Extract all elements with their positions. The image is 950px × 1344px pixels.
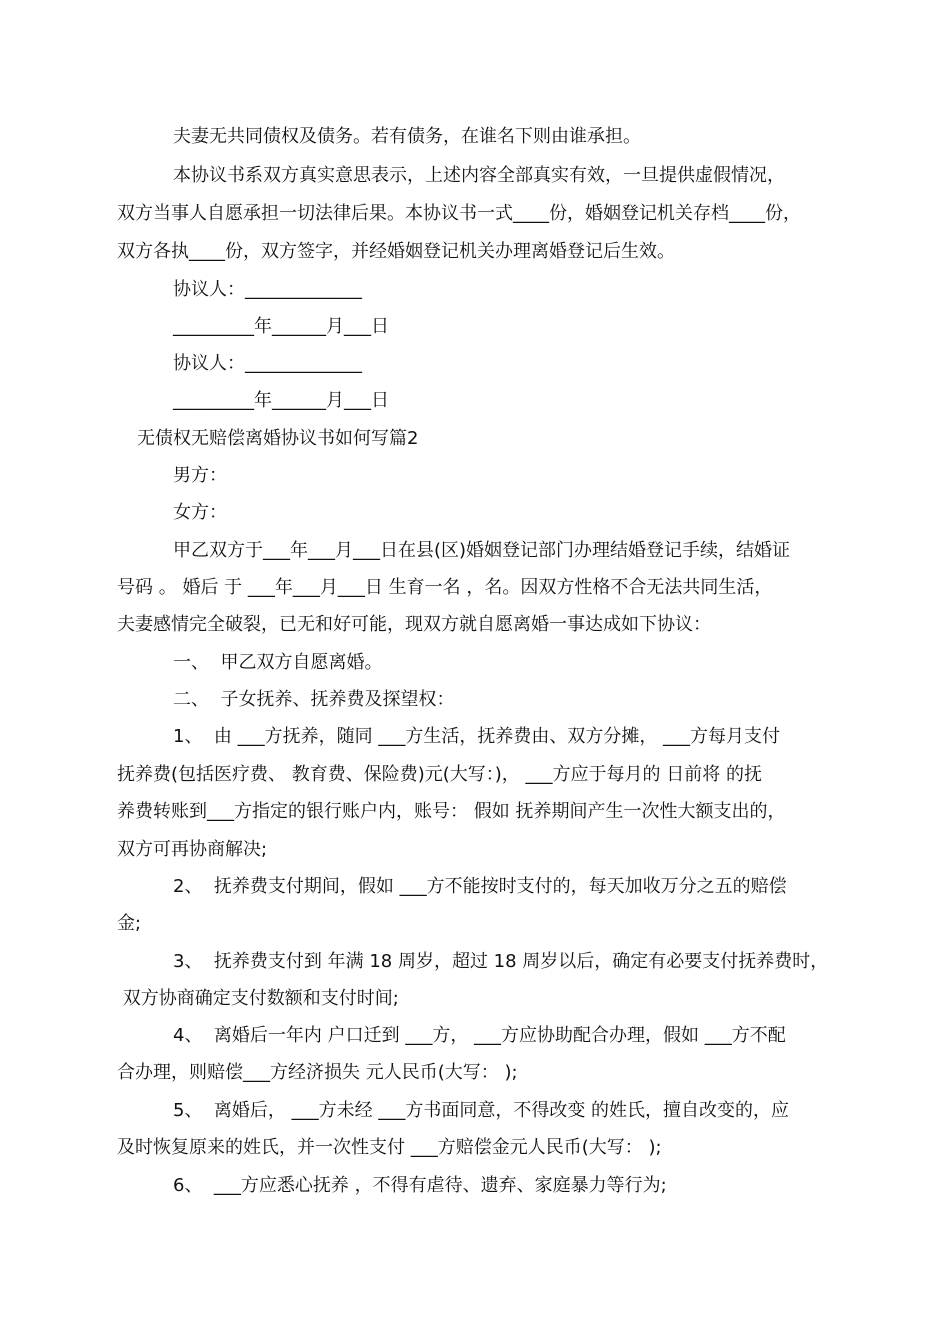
text-line: _________年______月___日 — [173, 390, 389, 411]
text-line: 二、 子女抚养、抚养费及探望权： — [173, 689, 455, 710]
text-line: 及时恢复原来的姓氏，并一次性支付 ___方赔偿金元人民币(大写： ); — [117, 1137, 662, 1158]
text-line: 夫妻无共同债权及债务。若有债务，在谁名下则由谁承担。 — [173, 126, 641, 147]
text-line: 甲乙双方于___年___月___日在县(区)婚姻登记部门办理结婚登记手续，结婚证 — [173, 540, 791, 561]
text-line: 双方各执____份，双方签字，并经婚姻登记机关办理离婚登记后生效。 — [117, 241, 675, 262]
text-line: 号码 。 婚后 于 ___年___月___日 生育一名 ，名。因双方性格不合无法共同生活， — [117, 577, 773, 598]
text-line: 3、 抚养费支付到 年满 18 周岁，超过 18 周岁以后，确定有必要支付抚养费时， — [173, 951, 829, 972]
text-line: 男方： — [173, 465, 227, 486]
text-line: 金; — [117, 913, 142, 934]
text-line: 1、 由 ___方抚养，随同 ___方生活，抚养费由、双方分摊， ___方每月支付 — [173, 726, 781, 747]
text-line: 一、 甲乙双方自愿离婚。 — [173, 652, 383, 673]
text-line: 协议人：_____________ — [173, 279, 362, 300]
text-line: 双方可再协商解决; — [117, 839, 268, 860]
text-line: 抚养费(包括医疗费、 教育费、保险费)元(大写：)， ___方应于每月的 日前将 的抚 — [117, 764, 762, 785]
text-line: 2、 抚养费支付期间，假如 ___方不能按时支付的，每天加收万分之五的赔偿 — [173, 876, 787, 897]
text-line: 4、 离婚后一年内 户口迁到 ___方， ___方应协助配合办理，假如 ___方不配 — [173, 1025, 786, 1046]
text-line: 双方协商确定支付数额和支付时间; — [117, 988, 399, 1009]
text-line: 双方当事人自愿承担一切法律后果。本协议书一式____份，婚姻登记机关存档____份， — [117, 203, 801, 224]
text-line: 合办理，则赔偿___方经济损失 元人民币(大写： ); — [117, 1062, 518, 1083]
text-line: _________年______月___日 — [173, 316, 389, 337]
text-line: 本协议书系双方真实意思表示，上述内容全部真实有效，一旦提供虚假情况， — [173, 165, 785, 186]
text-line: 5、 离婚后， ___方未经 ___方书面同意，不得改变 的姓氏，擅自改变的，应 — [173, 1100, 790, 1121]
text-line: 女方： — [173, 502, 227, 523]
section-heading: 无债权无赔偿离婚协议书如何写篇2 — [137, 428, 419, 449]
text-line: 夫妻感情完全破裂，已无和好可能，现双方就自愿离婚一事达成如下协议： — [117, 614, 711, 635]
text-line: 协议人：_____________ — [173, 353, 362, 374]
text-line: 6、 ___方应悉心抚养 ，不得有虐待、遗弃、家庭暴力等行为; — [173, 1175, 667, 1196]
text-line: 养费转账到___方指定的银行账户内，账号： 假如 抚养期间产生一次性大额支出的， — [117, 801, 786, 822]
